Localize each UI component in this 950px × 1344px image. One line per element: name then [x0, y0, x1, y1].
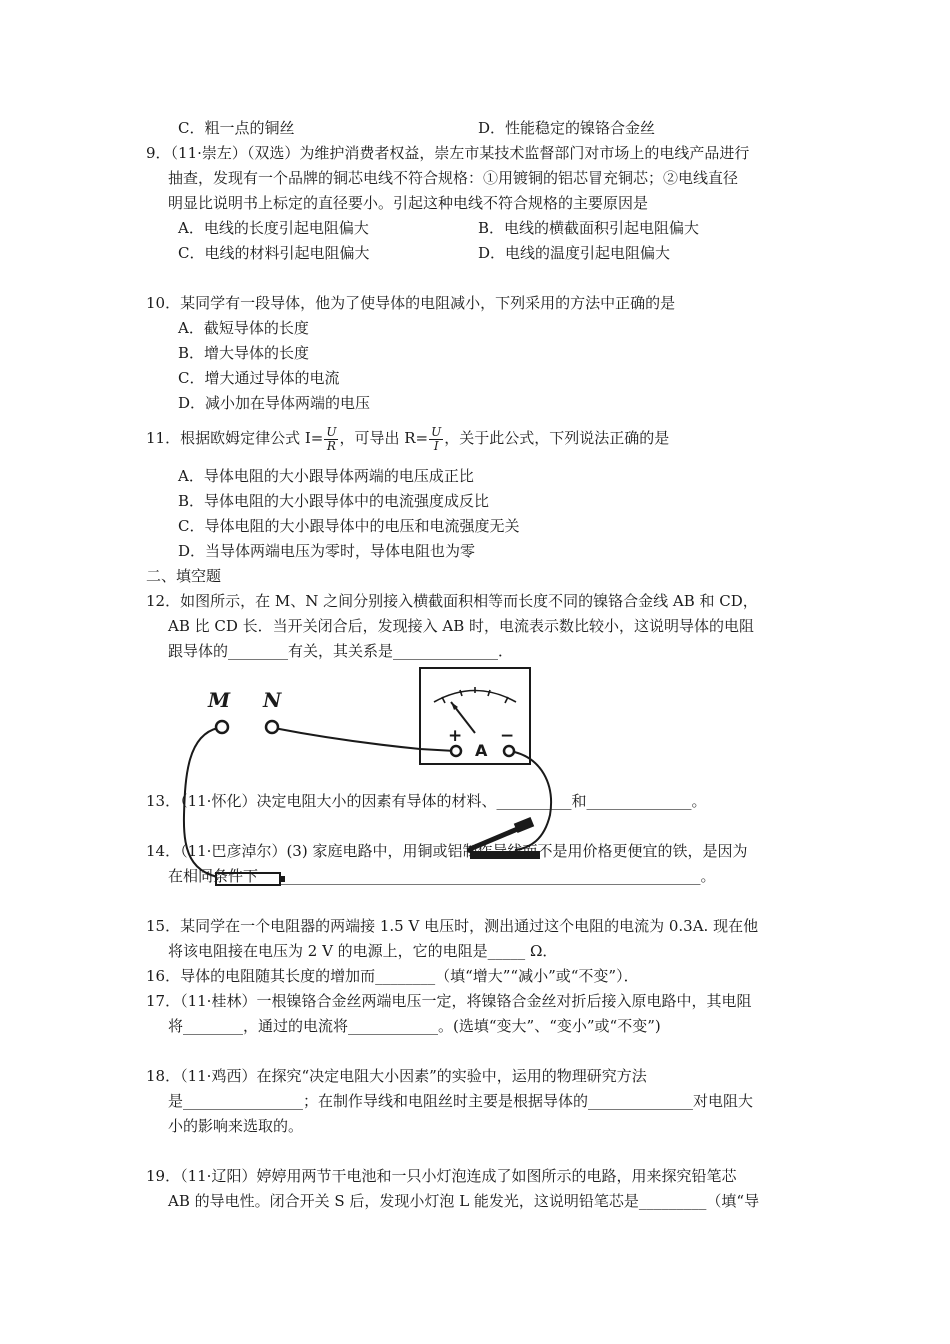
fraction-numerator: U — [326, 424, 337, 439]
q9-option-a: A．电线的长度引起电阻偏大 — [178, 219, 369, 237]
q19-stem-2: AB 的导电性。闭合开关 S 后，发现小灯泡 L 能发光，这说明铅笔芯是_________（填“导 — [168, 1192, 760, 1210]
fraction-numerator: U — [431, 424, 442, 439]
q14-stem-2: 在相同条件下___________________________________________________________。 — [168, 867, 716, 885]
label-n: N — [263, 688, 282, 712]
fraction-denominator: I — [433, 438, 439, 453]
q16-stem: 16．导体的电阻随其长度的增加而________（填“增大”“减小”或“不变”）． — [146, 967, 639, 985]
q10-option-a: A．截短导体的长度 — [178, 319, 309, 337]
q18-stem: 18．（11·鸡西）在探究“决定电阻大小因素”的实验中，运用的物理研究方法 — [146, 1067, 647, 1085]
q17-stem: 17．（11·桂林）一根镍铬合金丝两端电压一定，将镍铬合金丝对折后接入原电路中，其电阻 — [146, 992, 752, 1010]
q18-stem-2: 是________________；在制作导线和电阻丝时主要是根据导体的______________对电阻大 — [168, 1092, 754, 1110]
q9-option-c: C．电线的材料引起电阻偏大 — [178, 244, 370, 262]
wire-n-to-meter — [274, 728, 455, 751]
q15-stem: 15．某同学在一个电阻器的两端接 1.5 V 电压时，测出通过这个电阻的电流为 0.3A. 现在他 — [146, 917, 759, 935]
q9-option-b: B．电线的横截面积引起电阻偏大 — [478, 219, 700, 237]
ammeter-terminal-plus — [451, 746, 461, 756]
formula-fraction-r — [429, 426, 443, 453]
terminal-n — [266, 721, 278, 733]
section-heading-fill-in: 二、填空题 — [146, 567, 222, 585]
q15-stem-2: 将该电阻接在电压为 2 V 的电源上，它的电阻是_____ Ω． — [168, 942, 558, 960]
q9-stem-2: 抽查，发现有一个品牌的铜芯电线不符合规格：①用镀铜的铝芯冒充铜芯；②电线直径 — [168, 169, 739, 187]
q8-option-d: D．性能稳定的镍铬合金丝 — [478, 119, 656, 137]
q11-option-c: C．导体电阻的大小跟导体中的电压和电流强度无关 — [178, 517, 520, 535]
label-m: M — [208, 688, 231, 712]
q14-stem: 14．（11·巴彦淖尔）(3) 家庭电路中，用铜或铝制作导线而不是用价格更便宜的铁，是因为 — [146, 842, 748, 860]
formula-fraction-i — [324, 426, 338, 453]
ammeter-label: A — [475, 741, 488, 760]
q10-option-b: B．增大导体的长度 — [178, 344, 310, 362]
ammeter-plus-label: + — [448, 726, 463, 746]
q10-option-d: D．减小加在导体两端的电压 — [178, 394, 371, 412]
q8-option-c: C．粗一点的铜丝 — [178, 119, 295, 137]
q12-stem-3: 跟导体的________有关，其关系是______________． — [168, 642, 514, 660]
q11-stem-part-2: ，可导出 R= — [339, 429, 429, 447]
q11-option-b: B．导体电阻的大小跟导体中的电流强度成反比 — [178, 492, 490, 510]
terminal-m — [216, 721, 228, 733]
q11-stem — [146, 420, 669, 456]
q17-stem-2: 将________，通过的电流将____________。(选填“变大”、“变小”或“不变”) — [168, 1017, 661, 1035]
q18-stem-3: 小的影响来选取的。 — [168, 1117, 304, 1135]
q10-option-c: C．增大通过导体的电流 — [178, 369, 340, 387]
q11-option-d: D．当导体两端电压为零时，导体电阻也为零 — [178, 542, 476, 560]
q19-stem: 19．（11·辽阳）婷婷用两节干电池和一只小灯泡连成了如图所示的电路，用来探究铅笔芯 — [146, 1167, 737, 1185]
q9-stem: 9．（11·崇左）（双选）为维护消费者权益，崇左市某技术监督部门对市场上的电线产品进行 — [146, 144, 750, 162]
q11-stem-part-3: ，关于此公式，下列说法正确的是 — [444, 429, 670, 447]
q11-option-a: A．导体电阻的大小跟导体两端的电压成正比 — [178, 467, 474, 485]
q11-stem-part-1: 11．根据欧姆定律公式 I= — [146, 429, 324, 447]
q10-stem: 10．某同学有一段导体，他为了使导体的电阻减小，下列采用的方法中正确的是 — [146, 294, 676, 312]
fraction-denominator: R — [326, 438, 336, 453]
q12-stem: 12．如图所示，在 M、N 之间分别接入横截面积相等而长度不同的镍铬合金线 AB 和 CD， — [146, 592, 758, 610]
q13-stem: 13．（11·怀化）决定电阻大小的因素有导体的材料、__________和______________。 — [146, 792, 707, 810]
ammeter-minus-label: − — [500, 726, 515, 746]
q9-stem-3: 明显比说明书上标定的直径要小。引起这种电线不符合规格的主要原因是 — [168, 194, 649, 212]
q9-option-d: D．电线的温度引起电阻偏大 — [478, 244, 671, 262]
ammeter-terminal-minus — [504, 746, 514, 756]
q12-stem-2: AB 比 CD 长．当开关闭合后，发现接入 AB 时，电流表示数比较小，这说明导体的电阻 — [168, 617, 755, 635]
